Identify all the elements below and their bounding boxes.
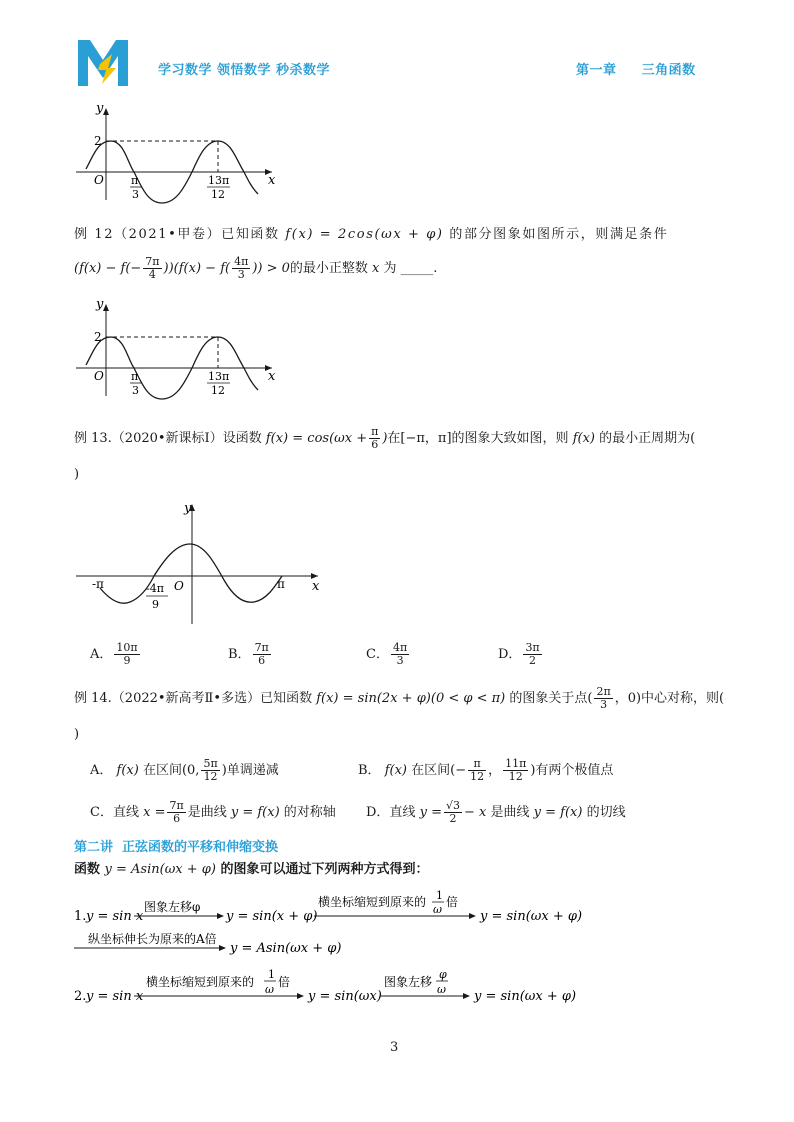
y-axis-label: y <box>96 300 104 312</box>
svg-text:π: π <box>131 174 139 187</box>
svg-text:y = Asin(ωx + φ): y = Asin(ωx + φ) <box>230 941 342 956</box>
ex13-option-c[interactable]: C． $\frac{4\pi}{3}$ <box>366 641 408 668</box>
graph-ex13 <box>72 498 332 630</box>
svg-text:ω: ω <box>265 983 274 996</box>
svg-text:13π: 13π <box>208 370 230 383</box>
ex12-line1: 例 12（2021•甲卷）已知函数 f(x) = 2cos(ωx + φ) 的部分图象如图所示，则满足条件 <box>74 227 669 242</box>
header-slogan: 学习数学 领悟数学 秒杀数学 <box>158 63 331 78</box>
ex12-line2: (f(x) − f(− $\frac{7\pi}{4}$ ))(f(x) − f( $\frac{4\pi}{3}$ )) > 0的最小正整数 x 为 _____. <box>74 255 438 282</box>
section-intro: 函数 y = Asin(ωx + φ) 的图象可以通过下列两种方式得到： <box>74 862 429 877</box>
svg-text:倍: 倍 <box>446 895 459 909</box>
max-label: 2 <box>94 134 102 148</box>
svg-text:12: 12 <box>211 384 225 397</box>
origin-label: O <box>94 369 104 383</box>
svg-text:13π: 13π <box>208 174 230 187</box>
svg-text:2.: 2. <box>74 989 87 1004</box>
svg-text:π: π <box>131 370 139 383</box>
svg-text:-4π: -4π <box>146 582 164 595</box>
origin-label: O <box>174 579 184 593</box>
origin-label: O <box>94 173 104 187</box>
svg-text:ω: ω <box>437 983 446 996</box>
svg-text:横坐标缩短到原来的: 横坐标缩短到原来的 <box>318 895 427 909</box>
svg-text:倍: 倍 <box>278 975 291 989</box>
svg-text:ω: ω <box>433 903 442 916</box>
ex14-line1: 例 14.（2022•新高考Ⅱ•多选）已知函数 f(x) = sin(2x + φ)(0 < φ < π) 的图象关于点( $\frac{2\pi}{3}$ ，0)中心对称，则( <box>74 685 725 712</box>
svg-text:1: 1 <box>268 968 275 981</box>
svg-text:y = sin(x + φ): y = sin(x + φ) <box>226 909 318 924</box>
svg-text:y = sin(ωx + φ): y = sin(ωx + φ) <box>474 989 577 1004</box>
x-axis-label: x <box>268 369 276 384</box>
ex13-option-a[interactable]: A． $\frac{10\pi}{9}$ <box>90 641 138 668</box>
ex13-line2: ) <box>74 467 80 482</box>
logo-mark <box>78 40 128 86</box>
svg-text:9: 9 <box>152 598 159 611</box>
x-axis-label: x <box>268 173 276 188</box>
svg-text:y = sin(ωx + φ): y = sin(ωx + φ) <box>480 909 583 924</box>
max-label: 2 <box>94 330 102 344</box>
svg-text:y = sin x: y = sin x <box>86 909 144 924</box>
svg-text:纵坐标伸长为原来的A倍: 纵坐标伸长为原来的A倍 <box>88 932 217 946</box>
ex14-option-a[interactable]: A． f(x) 在区间(0, $\frac{5\pi}{12}$ )单调递减 <box>90 757 279 784</box>
ex14-option-c[interactable]: C．直线 x = $\frac{7\pi}{6}$ 是曲线 y = f(x) 的对称轴 <box>90 799 336 826</box>
svg-text:3: 3 <box>132 384 139 397</box>
graph-cosine-1 <box>72 104 282 204</box>
answer-blank[interactable]: _____ <box>400 261 434 277</box>
pi-label: π <box>277 577 285 591</box>
page-number: 3 <box>390 1040 399 1055</box>
svg-text:12: 12 <box>211 188 225 201</box>
svg-text:1.: 1. <box>74 909 87 924</box>
svg-text:1: 1 <box>436 889 443 902</box>
ex14-option-b[interactable]: B． f(x) 在区间(− $\frac{\pi}{12}$ ， $\frac{11\pi}{12}$ )有两个极值点 <box>358 757 614 784</box>
svg-text:φ: φ <box>439 968 447 981</box>
svg-text:3: 3 <box>132 188 139 201</box>
neg-pi-label: -π <box>92 577 104 591</box>
svg-text:图象左移φ: 图象左移φ <box>144 900 201 914</box>
transform-way-2 <box>74 966 714 1010</box>
transform-way-1 <box>74 888 714 964</box>
y-axis-label: y <box>96 104 104 116</box>
svg-text:横坐标缩短到原来的: 横坐标缩短到原来的 <box>146 975 255 989</box>
x-axis-label: x <box>312 579 320 594</box>
graph-cosine-2 <box>72 300 282 400</box>
ex14-line2: ) <box>74 727 80 742</box>
ex13-option-b[interactable]: B． $\frac{7\pi}{6}$ <box>228 641 269 668</box>
ex13-option-d[interactable]: D． $\frac{3\pi}{2}$ <box>498 641 540 668</box>
svg-text:y = sin(ωx): y = sin(ωx) <box>308 989 382 1004</box>
svg-text:y = sin x: y = sin x <box>86 989 144 1004</box>
ex13-line1: 例 13.（2020•新课标Ⅰ）设函数 f(x) = cos(ωx + $\frac{\pi}{6}$ )在[−π，π]的图象大致如图，则 f(x) 的最小正周期为( <box>74 425 696 452</box>
section-title: 第二讲 正弦函数的平移和伸缩变换 <box>74 840 279 855</box>
logo <box>78 40 128 86</box>
ex14-option-d[interactable]: D．直线 y = $\frac{√3}{2}$ − x 是曲线 y = f(x) 的切线 <box>366 799 626 826</box>
svg-text:图象左移: 图象左移 <box>384 975 433 989</box>
header-chapter: 第一章 三角函数 <box>576 63 696 78</box>
y-axis-label: y <box>184 501 192 516</box>
